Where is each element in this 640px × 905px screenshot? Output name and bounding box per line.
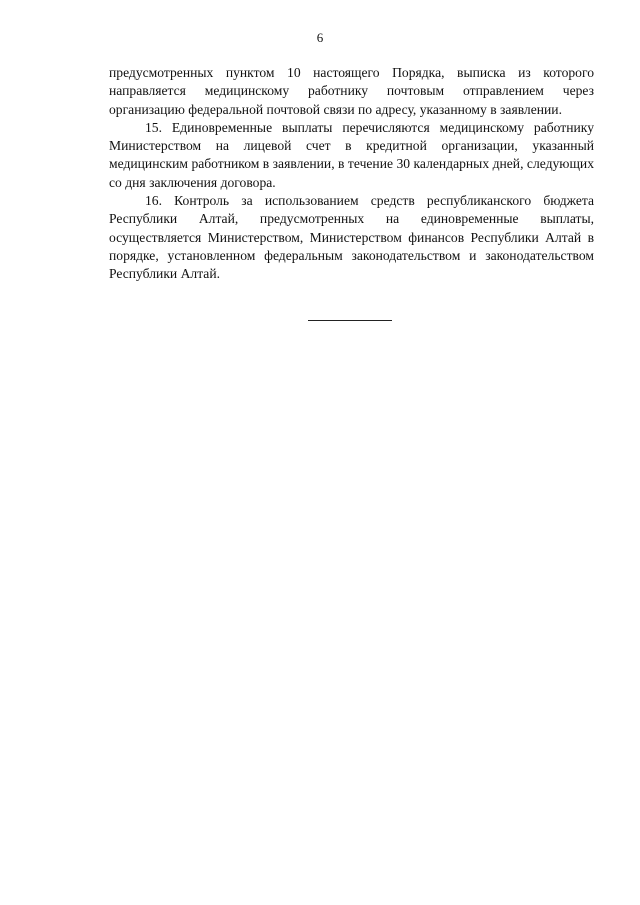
end-of-document-rule <box>308 320 392 321</box>
document-body <box>109 64 594 284</box>
page-number: 6 <box>316 30 324 45</box>
paragraph-15: 15. Единовременные выплаты перечисляются медицинскому работнику Министерством на лицевой счет в кредитной организации, указанный медицинским работником в заявлении, в течение 30 календарных дней, следующих со дня заключения договора. <box>109 119 594 190</box>
paragraph-16: 16. Контроль за использованием средств республиканского бюджета Республики Алтай, предусмотренных на единовременные выплаты, осуществляется Министерством, Министерством финансов Республики Алтай в порядке, установленном федеральным законодательством и законодательством Республики Алтай. <box>109 193 594 282</box>
paragraph-continuation: предусмотренных пунктом 10 настоящего Порядка, выписка из которого направляется медицинскому работнику почтовым отправлением через организацию федеральной почтовой связи по адресу, указанному в заявлении. <box>109 65 594 117</box>
